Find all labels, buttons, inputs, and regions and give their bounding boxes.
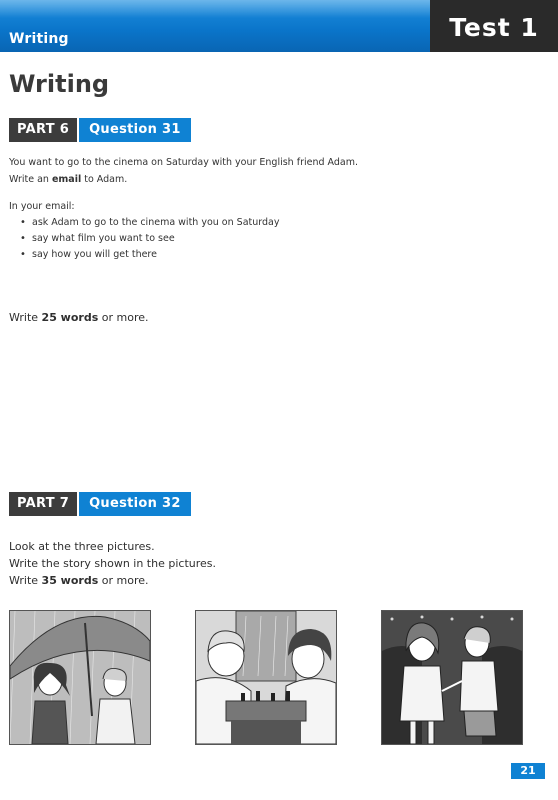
question31-label: Question 31 (79, 118, 191, 142)
words-before: Write (9, 574, 42, 587)
test-tab (430, 0, 558, 52)
part6-intro: In your email: (9, 201, 75, 212)
part6-heading (9, 118, 191, 142)
words-bold: 35 words (41, 574, 99, 587)
chess-game-picture (195, 610, 337, 745)
bullet-item: • say how you will get there (20, 247, 279, 263)
line2-before: Write an (9, 174, 52, 185)
part6-line2 (9, 174, 127, 185)
page-header (0, 0, 558, 52)
test-label: Test 1 (449, 13, 539, 42)
part7-label: PART 7 (9, 492, 77, 516)
part7-heading (9, 492, 191, 516)
bullet-item: • ask Adam to go to the cinema with you on Saturday (20, 215, 279, 231)
words-before: Write (9, 311, 42, 324)
words-after: or more. (98, 311, 149, 324)
part7-line2: Write the story shown in the pictures. (9, 557, 217, 570)
part6-word-count (9, 311, 149, 324)
line2-after: to Adam. (81, 174, 128, 185)
words-after: or more. (98, 574, 149, 587)
question32-label: Question 32 (79, 492, 191, 516)
part7-word-count (9, 574, 149, 587)
section-label: Writing (9, 31, 69, 47)
bullet-item: • say what film you want to see (20, 231, 279, 247)
part6-bullets (20, 215, 279, 263)
email-bold: email (51, 174, 82, 185)
part7-line1: Look at the three pictures. (9, 540, 155, 553)
words-bold: 25 words (41, 311, 99, 324)
part6-label: PART 6 (9, 118, 77, 142)
page-number: 21 (511, 763, 545, 779)
part6-line1: You want to go to the cinema on Saturday with your English friend Adam. (9, 157, 358, 168)
page-title: Writing (9, 70, 110, 98)
cinema-picture (381, 610, 523, 745)
rain-umbrella-picture (9, 610, 151, 745)
